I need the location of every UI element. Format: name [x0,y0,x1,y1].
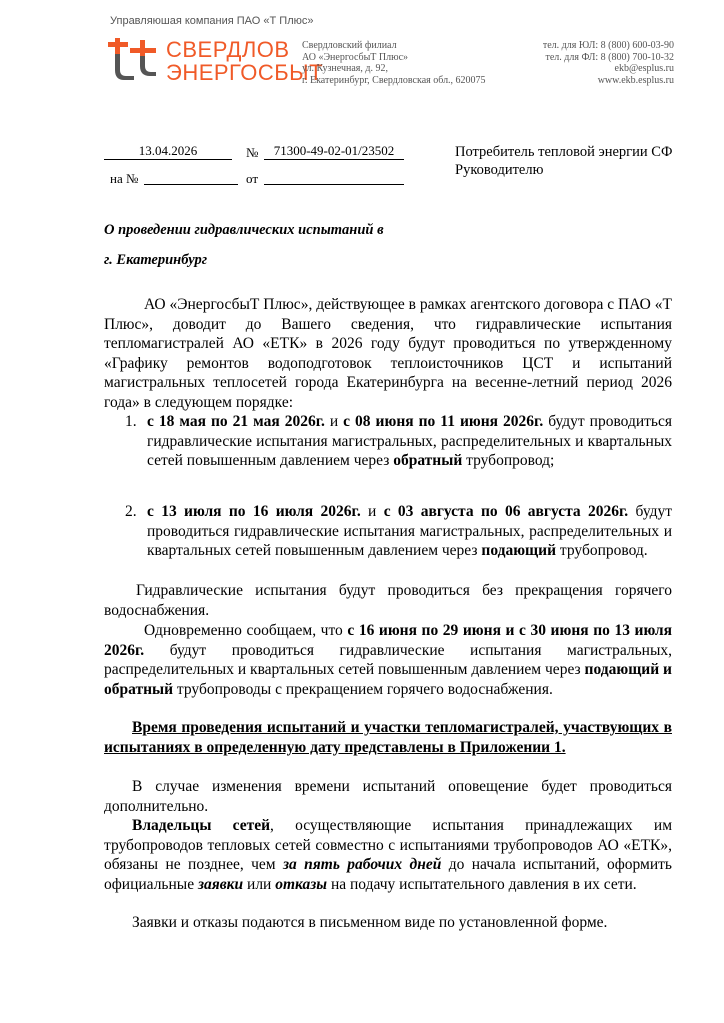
brand-line-1: СВЕРДЛОВ [166,37,290,62]
list-item-1 [125,412,673,471]
deadline: за пять рабочих дней [282,856,442,873]
paragraph-simultaneous [104,621,672,699]
paragraph-notification: В случае изменения времени испытаний оповещение будет проводиться дополнительно. [104,778,672,815]
paragraph-intro: АО «ЭнергосбыТ Плюс», действующее в рамках агентского договора с ПАО «Т Плюс», доводит до Вашего сведения, что гидравлические испытания тепломагистралей АО «ЕТК» в 2026 году будут проводиться по утвержденному «Графику ремонтов водоподготовок теплоисточников ЦСТ и испытаний магистральных теплосетей города Екатеринбурга на весенне-летний период 2026 года» в следующем порядке: [104,296,672,411]
paragraph-appendix [104,718,672,757]
conjunction: и [360,503,384,520]
refusals-word: отказы [275,875,328,893]
item-text: будут проводиться гидравлические испытания магистральных, распределительных и квартальных сетей повышенным давлением через [147,413,673,469]
subject-line-2: г. Екатеринбург [104,252,208,268]
recipient-line: Руководителю [455,162,544,178]
date-range: с 08 июня по 11 июня 2026г. [343,413,544,430]
text-run: до начала испытаний, оформить официальные [104,856,672,893]
text-run: Одновременно сообщаем, что [144,622,348,639]
subject-line-1: О проведении гидравлических испытаний в [104,222,384,238]
ref-label: на № [110,171,139,186]
list-number: 2. [125,503,137,520]
ref-number-line [144,168,238,185]
list-number: 1. [125,413,137,430]
letter-number: 71300-49-02-01/23502 [264,143,404,160]
paragraph-form: Заявки и отказы подаются в письменном виде по установленной форме. [132,914,608,931]
address-line: АО «ЭнергосбыТ Плюс» [302,51,409,63]
owners-label: Владельцы сетей [132,817,271,834]
address-line: г. Екатеринбург, Свердловская обл., 620075 [302,74,486,86]
date-range: с 16 июня по 29 июня и с 30 июня по 13 июля 2026г. [104,622,673,659]
t-plus-logo-icon [104,36,162,82]
address-line: ул. Кузнечная, д. 92, [302,63,388,74]
appendix-note: Время проведения испытаний и участки тепломагистралей, участвующих в испытаниях в определенную дату представлены в Приложении 1. [104,719,672,756]
recipient-block [455,143,672,179]
item-end: трубопровод; [462,452,555,469]
item-end: трубопровод. [556,542,648,559]
text-run: или [243,875,276,893]
ref-date-line [264,168,404,185]
conjunction: и [324,413,344,430]
pipe-types: подающий и обратный [104,661,672,698]
number-label: № [246,145,259,160]
sender-contacts [543,40,674,86]
letter-date: 13.04.2026 [104,143,232,160]
text-run: трубопроводы с прекращением горячего водоснабжения. [173,680,553,698]
contact-line: тел. для ФЛ: 8 (800) 700-10-32 [545,51,674,63]
list-item-2 [125,502,673,561]
text-run: на подачу испытательного давления в их сети. [327,875,637,893]
address-line: Свердловский филиал [302,40,397,51]
contact-line: ekb@esplus.ru [614,63,674,74]
recipient-line: Потребитель тепловой энергии СФ [455,144,673,160]
date-range: с 03 августа по 06 августа 2026г. [383,503,629,520]
item-text: будут проводиться гидравлические испытания магистральных, распределительных и квартальных сетей повышенным давлением через [147,503,673,559]
brand-line-2: ЭНЕРГОСБЫТ [166,60,324,85]
company-top-line: Управляюшая компания ПАО «Т Плюс» [110,15,314,27]
pipe-type: обратный [393,452,463,469]
date-range: с 18 мая по 21 мая 2026г. [147,413,325,430]
date-range: с 13 июля по 16 июля 2026г. [147,503,361,520]
text-run: будут проводиться гидравлические испытания магистральных, распределительных и квартальных сетей повышенным давлением через [104,641,672,678]
contact-line: тел. для ЮЛ: 8 (800) 600-03-90 [542,40,674,51]
pipe-type: подающий [481,542,557,559]
from-label: от [246,171,259,186]
paragraph-owners [104,816,672,894]
requests-word: заявки [197,875,244,893]
contact-line: www.ekb.esplus.ru [597,74,674,86]
text-run: , осуществляющие испытания принадлежащих им трубопроводов тепловых сетей совместно с испытаниями трубопроводов АО «ЕТК», обязаны не позднее, чем [104,817,672,873]
paragraph-no-interruption: Гидравлические испытания будут проводиться без прекращения горячего водоснабжения. [104,582,672,619]
sender-address [302,40,486,86]
